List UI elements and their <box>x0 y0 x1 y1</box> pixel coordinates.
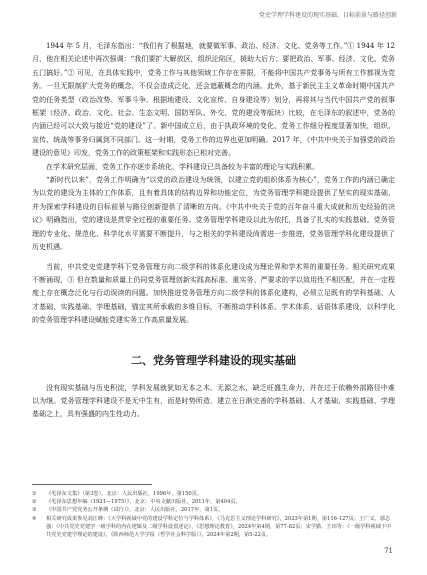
body-paragraph: 1944 年 5 月，毛泽东指出：“我们有了根据地，就要做军事、政治、经济、文化、党务等工作。”① 1944 年 12 月，他在相关论述中再次强调：“我们要扩大解放区，组织沦陷区，援助大后方；要把政治、军事、经济、文化、党务五门搞好。”② 可见，在具体实践中，党务工作与其他领域工作存在界限，不能将中国共产党事务与所有工作都视为党务。一旦无限制扩大党务的概念，不仅会造成泛化，还会遮蔽概念的内涵。此外，基于新民主主义革命时期中国共产党的任务类型（政治改势、军事斗争、根据地建设、文化宣传、自身建设等）划分，再将其与当代中国共产党的叙事框架（经济、政治、文化、社会、生态文明、国防军队、外交、党的建设等版块）比较，在毛泽东的叙述中，党务的内涵已经可以大致与接近“党的建设”了。新中国成立后，由于执政环境的变化，党务工作细分程度显著加快，组织、宣传、统战等事务归属到不同部门。这一时期，党务工作的边界也更加明确。2017 年，《中共中央关于加强党的政治建设的意见》印发，党务工作的政策框架和实践形态已相对完善。 <box>32 42 395 158</box>
footnote <box>32 498 395 506</box>
footnote <box>32 506 395 514</box>
body-paragraph: 在学术研究层面，党务工作亦逐步系统化，学科建设已具备较为丰富的理论与实践积累。 <box>46 162 319 171</box>
running-header: 党史学理学科建设的现实基础、目标前景与路径创新 <box>258 12 397 19</box>
section-paragraph: 没有现实基础与历史积淀，学科发展就犹如无本之木、无源之水，缺乏旺盛生命力，并在过于依赖外部路径中难以为继。党务管理学科建设不是无中生有，而是时势所造，建立在日渐完善的学科基础、人才基础、实践基础、学理基础之上，具有强盛的内生性动力。 <box>32 383 395 419</box>
main-text <box>32 40 395 422</box>
body-paragraph: “新时代以来”，党务工作明确为“以党的政治建设为统领，以建立党的组织体系为核心”，党务工作的内涵已确定为以党的建设为主体的工作体系，且有着具体的结构边界和功能定位，为党务管理学科建设提供了坚实的现实基础，并为探索学科建设的目标前景与路径创新提供了清晰的方向。《中共中央关于党的百年奋斗重大成就和历史经验的决议》明确指出，党的建设是贯穿全过程的重要任务。党务管理学科建设以此为依托，具备了扎实的实践基础。党务管理的专业化、规范化、科学化水平需要不断提升，与之相关的学科建设尚需进一步推进，党务管理学科化建设提供了历史机遇。 <box>32 176 395 252</box>
footnote-mark: ③ <box>32 507 37 514</box>
footnote <box>32 515 395 540</box>
footnote-divider <box>32 484 152 485</box>
body-paragraph: 当前，中共党史党建学科下党务管理方向二级学科的体系化建设成为理论界和学术界的重要任务。相关研究成果不断涌现，③ 但在数量和质量上仍同党务管理创新实践高标准、重实务、严要求的学以致用性不相匹配，并在一定程度上存在概念泛化与行动误读的问题。加快推进党务管理方向二级学科的体系化建构，必须立足既有的学科基础、人才基础、实践基础、学理基础，锚定其所承载的多维目标，不断推动学科体系、学术体系、话语体系建设，以科学化的党务管理学科建设赋能党建实务工作高质量发展。 <box>32 262 395 325</box>
footnote-text: 《中国共产党党务公开条例（试行）》，北京：人民出版社，2017年，第1页。 <box>46 507 224 514</box>
footnote-mark: ④ <box>32 515 37 522</box>
footnote-text: 《毛泽东文集》（第3卷），北京：人民出版社，1996年，第150页。 <box>46 491 203 497</box>
footnote-mark: ② <box>32 499 37 506</box>
page-number: 71 <box>384 547 393 555</box>
footnotes <box>32 490 395 539</box>
section-title: 二、党务管理学科建设的现实基础 <box>131 353 296 367</box>
footnote <box>32 490 395 498</box>
footnote-text: 《毛泽东思想年编（1921—1975）》，北京：中央文献出版社，2011年，第404页。 <box>46 499 241 506</box>
footnote-text: 相关研究成果参见刘江峰：《大学科视域中党的建设学科定位与学科体系》，《马克思主义理论学科研究》，2023年第1期，第116-127页；王广义、郭志强：《中共党史党建学一级学科的内在逻辑及二级学科设置述论》，《思想理论教育》，2024年第4期，第77-82页；宋学勤、王玮等：《一级学科视域下中共党史党建学理论的建设》，《陕西师范大学学报（哲学社会科学版）》，2024年第2期，第5-22页。 <box>46 515 392 539</box>
footnote-mark: ① <box>32 491 37 497</box>
